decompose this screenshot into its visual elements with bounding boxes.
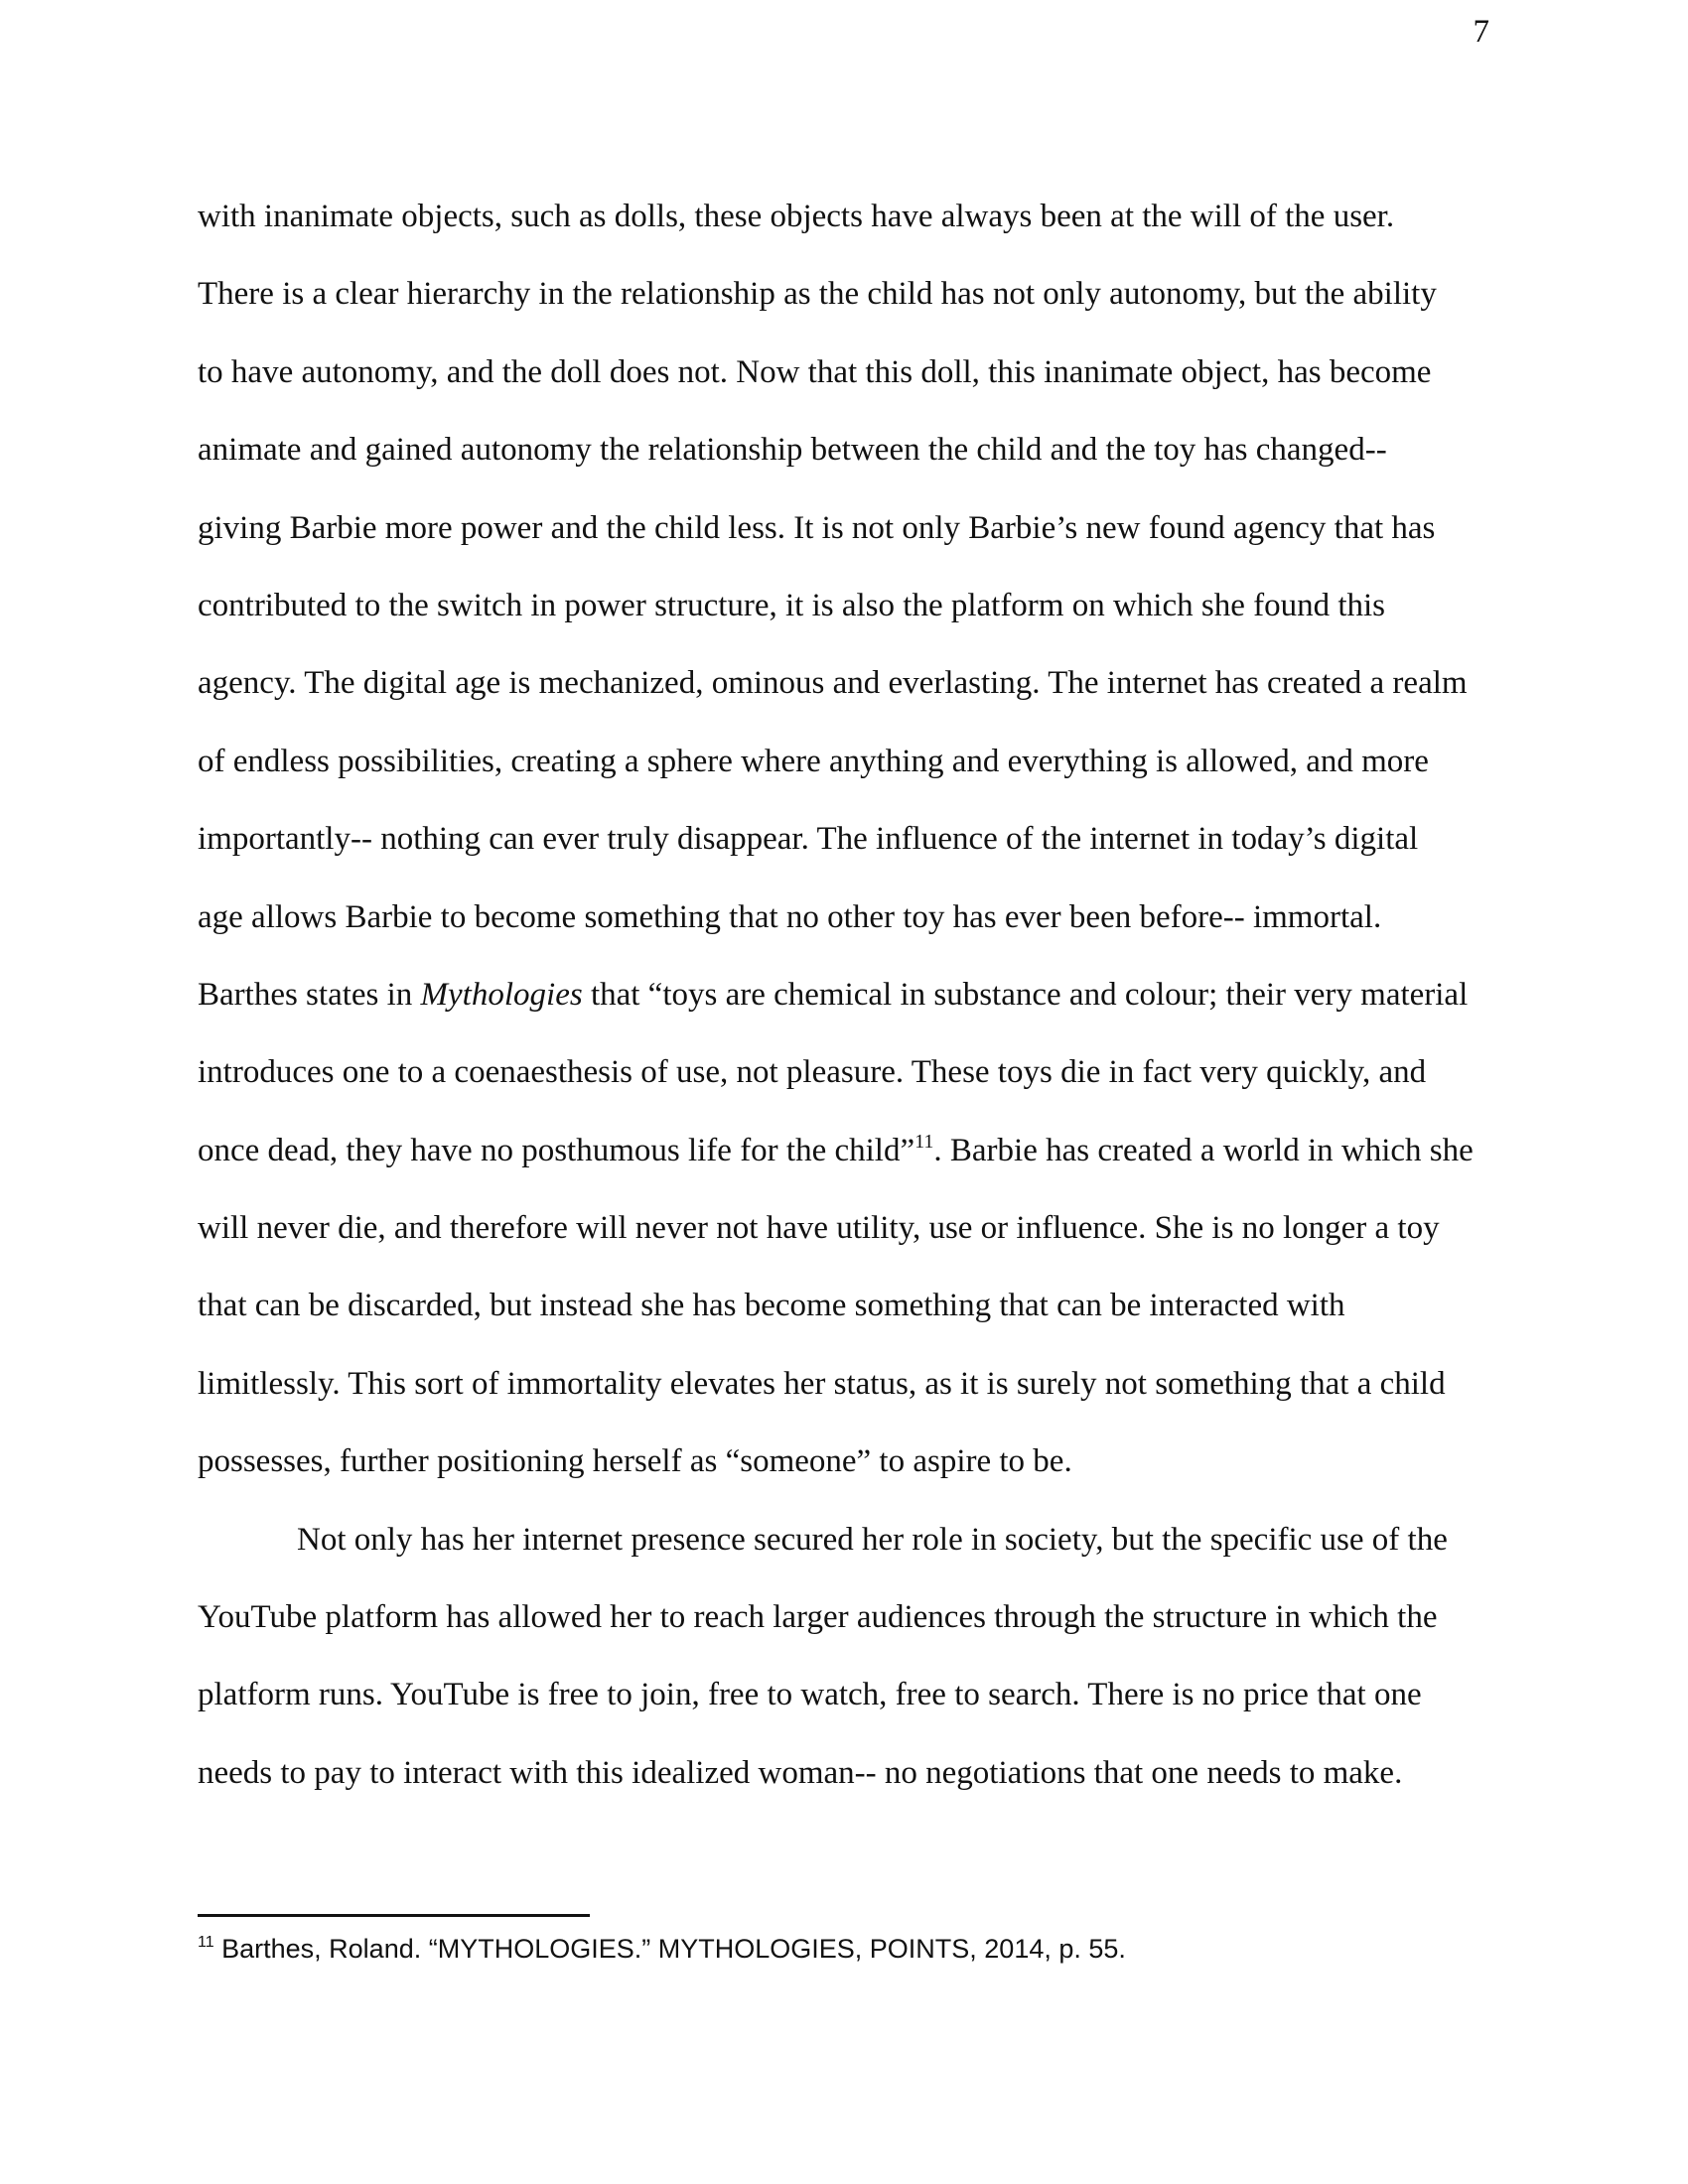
text-line: with inanimate objects, such as dolls, these objects have always been at the will of the user.	[198, 199, 1395, 234]
text-line: possesses, further positioning herself as “someone” to aspire to be.	[198, 1443, 1072, 1480]
text-line: to have autonomy, and the doll does not. Now that this doll, this inanimate object, has become	[198, 353, 1432, 390]
footnote-separator	[198, 1914, 590, 1917]
book-title: Mythologies	[420, 976, 583, 1013]
text-line: age allows Barbie to become something that no other toy has ever been before-- immortal.	[198, 898, 1382, 935]
text-line: There is a clear hierarchy in the relationship as the child has not only autonomy, but the ability	[198, 276, 1437, 313]
text-line	[198, 1112, 1508, 1189]
text-line: needs to pay to interact with this idealized woman-- no negotiations that one needs to make.	[198, 1754, 1403, 1791]
text-line: giving Barbie more power and the child less. It is not only Barbie’s new found agency that has	[198, 509, 1436, 546]
text-line: of endless possibilities, creating a sphere where anything and everything is allowed, and more	[198, 743, 1429, 779]
text-line: agency. The digital age is mechanized, ominous and everlasting. The internet has created a realm	[198, 665, 1468, 702]
footnote-reference[interactable]: 11	[914, 1130, 934, 1153]
text-segment: . Barbie has created a world in which she	[933, 1132, 1474, 1168]
text-segment: Barthes states in	[198, 976, 421, 1013]
text-line: Not only has her internet presence secured her role in society, but the specific use of the	[297, 1521, 1448, 1558]
page-number: 7	[1473, 14, 1489, 50]
text-line: will never die, and therefore will never not have utility, use or influence. She is no longer a toy	[198, 1210, 1440, 1247]
text-line: contributed to the switch in power structure, it is also the platform on which she found this	[198, 587, 1386, 623]
footnote	[198, 1934, 1126, 1965]
text-line: introduces one to a coenaesthesis of use, not pleasure. These toys die in fact very quickly, and	[198, 1054, 1427, 1091]
text-line: limitlessly. This sort of immortality elevates her status, as it is surely not something that a child	[198, 1365, 1446, 1402]
text-line: importantly-- nothing can ever truly disappear. The influence of the internet in today’s digital	[198, 821, 1419, 858]
text-line: animate and gained autonomy the relationship between the child and the toy has changed--	[198, 432, 1387, 469]
footnote-text: Barthes, Roland. “MYTHOLOGIES.” MYTHOLOGIES, POINTS, 2014, p. 55.	[213, 1934, 1126, 1964]
footnote-marker: 11	[198, 1934, 214, 1951]
text-line: YouTube platform has allowed her to reach larger audiences through the structure in which the	[198, 1599, 1438, 1636]
text-line: platform runs. YouTube is free to join, free to watch, free to search. There is no price that one	[198, 1677, 1422, 1713]
text-segment: once dead, they have no posthumous life for the child”	[198, 1132, 915, 1168]
body-text	[198, 178, 1508, 1812]
text-line	[198, 956, 1508, 1033]
text-line: that can be discarded, but instead she has become something that can be interacted with	[198, 1288, 1345, 1324]
text-segment: that “toys are chemical in substance and colour; their very material	[582, 976, 1469, 1013]
